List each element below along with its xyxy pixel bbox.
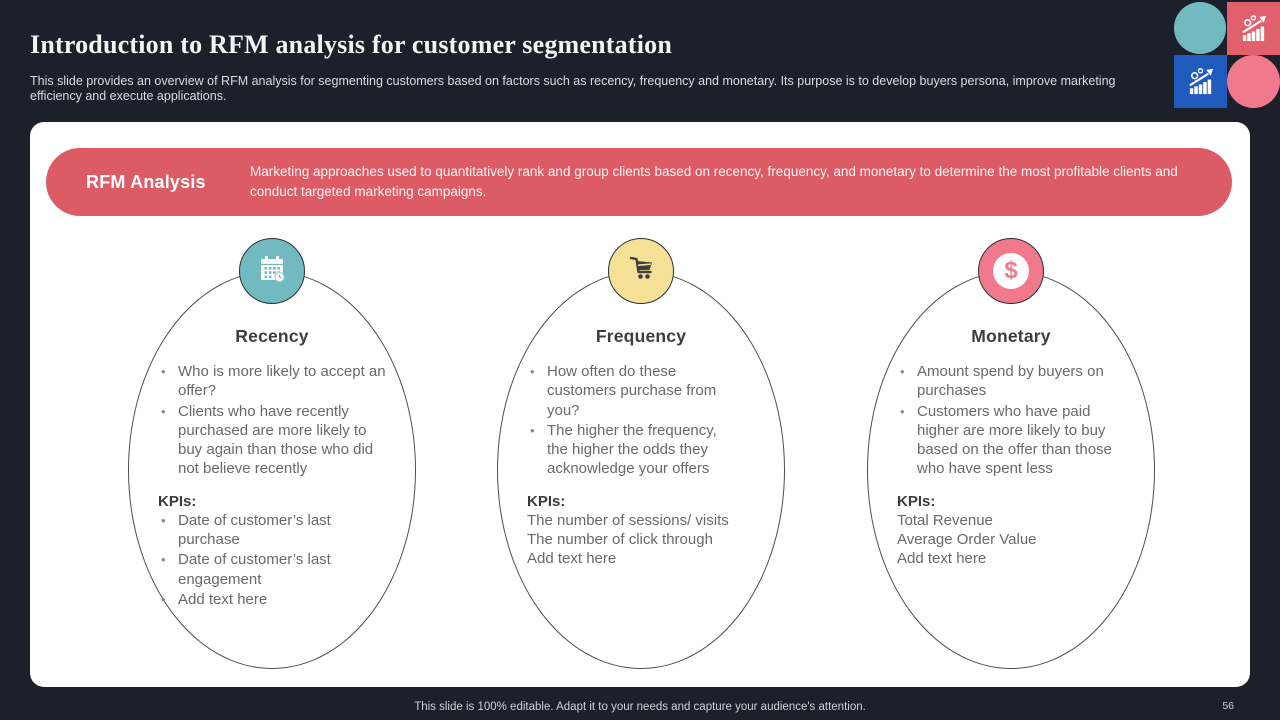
monetary-content	[889, 326, 1133, 569]
corner-decoration-grid	[1174, 2, 1280, 108]
bullet-item: • Who is more likely to accept an offer?	[158, 362, 394, 401]
frequency-content	[519, 326, 763, 569]
footer-note: This slide is 100% editable. Adapt it to your needs and capture your audience's attention.	[414, 701, 866, 713]
banner-description: Marketing approaches used to quantitatively rank and group clients based on recency, frequency, and monetary to determine the most profitable clients and conduct targeted marketing campaigns.	[250, 164, 1178, 199]
calendar-icon	[253, 250, 291, 293]
rfm-analysis-banner	[46, 148, 1232, 216]
blue-square-decoration	[1174, 55, 1227, 108]
teal-circle-decoration	[1174, 2, 1226, 54]
kpi-label: KPIs:	[158, 492, 197, 510]
recency-title: Recency	[235, 326, 309, 346]
frequency-column	[497, 238, 785, 670]
content-card	[30, 122, 1250, 687]
cart-icon	[622, 250, 660, 293]
kpi-item: The number of click through	[527, 531, 713, 549]
kpi-item: • Add text here	[158, 590, 358, 609]
kpi-item: Add text here	[897, 550, 987, 568]
dollar-icon: $	[993, 253, 1029, 289]
kpi-item: Add text here	[527, 550, 617, 568]
slide-title: Introduction to RFM analysis for customer segmentation	[30, 30, 672, 59]
kpi-item: • Date of customer’s last purchase	[158, 511, 358, 550]
bullet-item: • Customers who have paid higher are more likely to buy based on the offer than those who have spent less	[897, 402, 1129, 479]
recency-kpi-block	[150, 492, 394, 609]
recency-kpi-list	[158, 511, 394, 609]
pink-circle-decoration	[1227, 55, 1280, 108]
recency-bullet-list	[150, 362, 394, 479]
recency-column	[128, 238, 416, 670]
recency-badge	[239, 238, 305, 304]
kpi-label: KPIs:	[897, 492, 936, 510]
kpi-label: KPIs:	[527, 492, 566, 510]
monetary-badge	[978, 238, 1044, 304]
kpi-item: Average Order Value	[897, 531, 1037, 549]
bullet-item: • How often do these customers purchase from you?	[527, 362, 732, 420]
monetary-kpi-block	[889, 492, 1133, 569]
frequency-bullet-list	[519, 362, 732, 479]
frequency-badge	[608, 238, 674, 304]
frequency-title: Frequency	[595, 326, 687, 346]
recency-content	[150, 326, 394, 610]
bullet-item: • Amount spend by buyers on purchases	[897, 362, 1129, 401]
monetary-column	[867, 238, 1155, 670]
slide-subtitle: This slide provides an overview of RFM analysis for segmenting customers based on factors such as recency, frequency and monetary. Its purpose is to develop buyers persona, improve marketing efficiency and execute applications.	[30, 74, 1116, 103]
kpi-item: Total Revenue	[897, 511, 993, 529]
banner-label: RFM Analysis	[86, 171, 206, 192]
frequency-kpi-block	[519, 492, 763, 569]
red-square-decoration	[1227, 2, 1280, 55]
page-number: 56	[1222, 700, 1234, 712]
monetary-bullet-list	[889, 362, 1129, 479]
bullet-item: • Clients who have recently purchased are more likely to buy again than those who did not believe recently	[158, 402, 394, 479]
bullet-item: • The higher the frequency, the higher the odds they acknowledge your offers	[527, 421, 732, 479]
monetary-title: Monetary	[971, 326, 1051, 346]
kpi-item: • Date of customer’s last engagement	[158, 550, 358, 589]
kpi-item: The number of sessions/ visits	[527, 511, 729, 529]
